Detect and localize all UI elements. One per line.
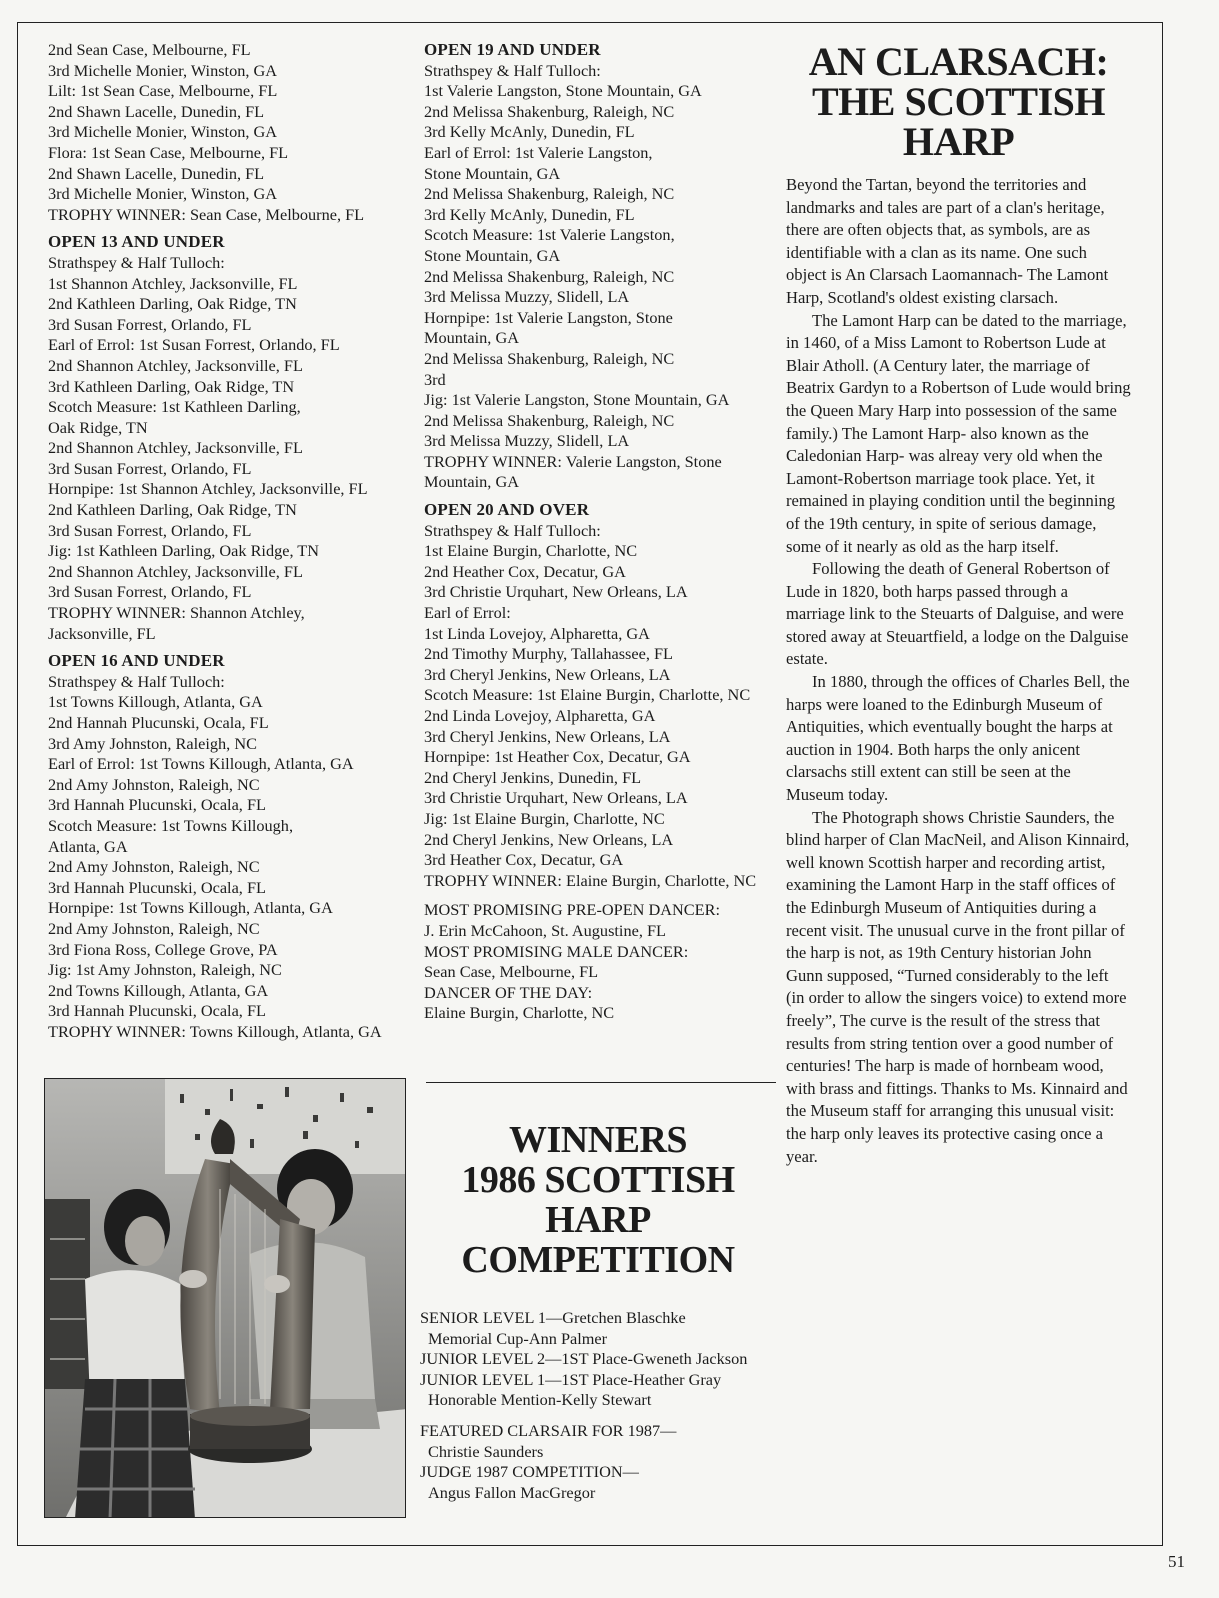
result-line: 2nd Melissa Shakenburg, Raleigh, NC	[424, 266, 675, 286]
result-line: 3rd Heather Cox, Decatur, GA	[424, 850, 624, 870]
result-line: Strathspey & Half Tulloch:	[48, 671, 225, 691]
result-line: 3rd Susan Forrest, Orlando, FL	[48, 582, 252, 602]
result-line: JUNIOR LEVEL 1—1ST Place-Heather Gray	[420, 1369, 722, 1389]
result-line: Honorable Mention-Kelly Stewart	[428, 1390, 652, 1410]
result-line: Mountain, GA	[424, 472, 519, 492]
result-line: Memorial Cup-Ann Palmer	[428, 1328, 608, 1348]
section-divider	[426, 1082, 776, 1083]
result-line: Stone Mountain, GA	[424, 163, 561, 183]
article-paragraph: Beyond the Tartan, beyond the territories and landmarks and tales are part of a clan's heritage, there are often objects that, as symbols, are as identifiable with a clan as its name. One such object is An Clarsach Laomannach- The Lamont Harp, Scotland's oldest existing clarsach.	[786, 175, 1109, 307]
result-line: Jig: 1st Kathleen Darling, Oak Ridge, TN	[48, 541, 320, 561]
article-title-line: THE SCOTTISH	[811, 79, 1105, 124]
harp-winners-title-line: 1986 SCOTTISH	[461, 1159, 735, 1201]
result-line: 3rd Susan Forrest, Orlando, FL	[48, 458, 252, 478]
result-line: 3rd Michelle Monier, Winston, GA	[48, 184, 278, 204]
harp-competition-winners	[420, 1120, 776, 1503]
left-results-column	[48, 40, 408, 1043]
article-paragraph: Following the death of General Robertson of Lude in 1820, both harps passed through a marriage link to the Steuarts of Dalguise, and were stored away at Steuartfield, a lodge on the Dalguise estate.	[786, 559, 1129, 669]
results-list-open-16	[48, 672, 408, 1043]
result-line: Strathspey & Half Tulloch:	[48, 252, 225, 272]
result-line: 2nd Melissa Shakenburg, Raleigh, NC	[424, 348, 675, 368]
result-line: 2nd Hannah Plucunski, Ocala, FL	[48, 713, 269, 732]
result-line: 2nd Towns Killough, Atlanta, GA	[48, 980, 269, 1000]
result-line: J. Erin McCahoon, St. Augustine, FL	[424, 920, 666, 940]
section-heading-open-13: OPEN 13 AND UNDER	[48, 232, 225, 252]
result-line: 3rd Kathleen Darling, Oak Ridge, TN	[48, 376, 295, 396]
result-line: 3rd	[424, 369, 446, 389]
results-list-open-13	[48, 253, 408, 644]
article-title-line: AN CLARSACH:	[808, 39, 1109, 84]
harp-winners-title	[420, 1120, 776, 1280]
result-line: Jacksonville, FL	[48, 623, 156, 643]
result-line: 3rd Christie Urquhart, New Orleans, LA	[424, 788, 688, 808]
result-line: 1st Elaine Burgin, Charlotte, NC	[424, 541, 638, 561]
harp-winners-title-line: COMPETITION	[461, 1239, 735, 1281]
result-line: Stone Mountain, GA	[424, 245, 561, 265]
page-number: 51	[1168, 1552, 1185, 1571]
result-line: 2nd Sean Case, Melbourne, FL	[48, 40, 251, 59]
result-line: Lilt: 1st Sean Case, Melbourne, FL	[48, 81, 278, 101]
result-line: JUNIOR LEVEL 2—1ST Place-Gweneth Jackson	[420, 1349, 748, 1369]
result-line: 2nd Amy Johnston, Raleigh, NC	[48, 918, 260, 938]
result-line: Earl of Errol: 1st Towns Killough, Atlanta, GA	[48, 754, 354, 774]
result-line: 3rd Hannah Plucunski, Ocala, FL	[48, 1001, 266, 1021]
result-line: TROPHY WINNER: Valerie Langston, Stone	[424, 451, 722, 471]
result-line: 3rd Hannah Plucunski, Ocala, FL	[48, 877, 266, 897]
result-line: 1st Towns Killough, Atlanta, GA	[48, 692, 263, 712]
result-line: 3rd Susan Forrest, Orlando, FL	[48, 314, 252, 334]
article-paragraph: In 1880, through the offices of Charles Bell, the harps were loaned to the Edinburgh Museum of Antiquities, which eventually bought the harps at auction in 1904. Both harps the only anicent clarsachs still extent can still be seen at the Museum today.	[786, 672, 1130, 805]
section-heading-open-20: OPEN 20 AND OVER	[424, 500, 590, 520]
article-title-line: HARP	[902, 119, 1015, 164]
result-line: Jig: 1st Elaine Burgin, Charlotte, NC	[424, 808, 665, 828]
results-list-open-20	[424, 521, 769, 892]
result-line: Strathspey & Half Tulloch:	[424, 60, 601, 80]
result-line: Earl of Errol: 1st Susan Forrest, Orlando, FL	[48, 335, 340, 355]
result-line: 2nd Timothy Murphy, Tallahassee, FL	[424, 644, 673, 664]
result-line: 3rd Amy Johnston, Raleigh, NC	[48, 733, 257, 753]
result-line: Scotch Measure: 1st Valerie Langston,	[424, 225, 675, 245]
section-heading-open-16: OPEN 16 AND UNDER	[48, 651, 225, 671]
result-line: 2nd Melissa Shakenburg, Raleigh, NC	[424, 410, 675, 430]
result-line: 3rd Cheryl Jenkins, New Orleans, LA	[424, 664, 671, 684]
result-line: Strathspey & Half Tulloch:	[424, 520, 601, 540]
result-line: 2nd Amy Johnston, Raleigh, NC	[48, 857, 260, 877]
result-line: 2nd Shannon Atchley, Jacksonville, FL	[48, 438, 303, 458]
harp-winners-title-line: HARP	[545, 1199, 651, 1241]
result-line: 3rd Melissa Muzzy, Slidell, LA	[424, 287, 630, 307]
result-line: Flora: 1st Sean Case, Melbourne, FL	[48, 142, 289, 162]
result-line: 2nd Shannon Atchley, Jacksonville, FL	[48, 355, 303, 375]
result-line: Elaine Burgin, Charlotte, NC	[424, 1003, 615, 1023]
harp-winners-title-line: WINNERS	[508, 1119, 688, 1161]
result-line: Hornpipe: 1st Towns Killough, Atlanta, GA	[48, 898, 333, 918]
article-column	[786, 40, 1131, 1168]
result-line: Earl of Errol: 1st Valerie Langston,	[424, 142, 653, 162]
result-line: 3rd Kelly McAnly, Dunedin, FL	[424, 122, 635, 142]
result-line: Oak Ridge, TN	[48, 417, 148, 437]
result-line: Sean Case, Melbourne, FL	[424, 962, 599, 982]
harp-photo-illustration	[45, 1079, 406, 1518]
result-line: 3rd Michelle Monier, Winston, GA	[48, 60, 278, 80]
section-heading-open-19: OPEN 19 AND UNDER	[424, 40, 601, 59]
result-line: 2nd Heather Cox, Decatur, GA	[424, 561, 626, 581]
results-list-open-19	[424, 61, 769, 493]
result-line: SENIOR LEVEL 1—Gretchen Blaschke	[420, 1308, 686, 1327]
result-line: TROPHY WINNER: Elaine Burgin, Charlotte, NC	[424, 870, 757, 890]
result-line: 3rd Michelle Monier, Winston, GA	[48, 122, 278, 142]
result-line: Hornpipe: 1st Shannon Atchley, Jacksonville, FL	[48, 479, 368, 499]
result-line: 2nd Melissa Shakenburg, Raleigh, NC	[424, 101, 675, 121]
result-line: 1st Valerie Langston, Stone Mountain, GA	[424, 81, 702, 101]
result-line: Jig: 1st Amy Johnston, Raleigh, NC	[48, 960, 282, 980]
result-line: DANCER OF THE DAY:	[424, 982, 593, 1002]
result-line: Mountain, GA	[424, 328, 519, 348]
result-line: 1st Shannon Atchley, Jacksonville, FL	[48, 273, 298, 293]
article-paragraph: The Photograph shows Christie Saunders, the blind harper of Clan MacNeil, and Alison Kinnaird, well known Scottish harper and recording artist, examining the Lamont Harp in the staff offices of the Edinburgh Museum of Antiquities during a recent visit. The unusual curve in the front pillar of the harp is not, as 19th Century historian John Gunn supposed, “Turned considerably to the left (in order to allow the singers voice) to extend more freely”, The curve is the result of the stress that results from string tention over a good number of centuries! The harp is made of hornbeam wood, with brass and fittings. Thanks to Ms. Kinnaird and the Museum staff for arranging this unusual visit: the harp only leaves its protective casing once a year.	[786, 807, 1130, 1166]
result-line: MOST PROMISING MALE DANCER:	[424, 941, 689, 961]
result-line: JUDGE 1987 COMPETITION—	[420, 1462, 639, 1482]
result-line: 2nd Melissa Shakenburg, Raleigh, NC	[424, 184, 675, 204]
result-line: FEATURED CLARSAIR FOR 1987—	[420, 1420, 677, 1440]
result-line: Scotch Measure: 1st Kathleen Darling,	[48, 397, 301, 417]
result-line: TROPHY WINNER: Sean Case, Melbourne, FL	[48, 204, 365, 224]
result-line: MOST PROMISING PRE-OPEN DANCER:	[424, 900, 720, 920]
result-line: 2nd Kathleen Darling, Oak Ridge, TN	[48, 500, 297, 520]
result-line: 3rd Hannah Plucunski, Ocala, FL	[48, 795, 266, 815]
result-line: 3rd Melissa Muzzy, Slidell, LA	[424, 431, 630, 451]
result-line: 2nd Shawn Lacelle, Dunedin, FL	[48, 163, 265, 183]
result-line: Jig: 1st Valerie Langston, Stone Mountain, GA	[424, 390, 730, 410]
result-line: Atlanta, GA	[48, 836, 128, 856]
special-awards-list	[424, 900, 769, 1024]
result-line: 2nd Shannon Atchley, Jacksonville, FL	[48, 561, 303, 581]
harp-winners-list	[420, 1308, 776, 1503]
result-line: 2nd Kathleen Darling, Oak Ridge, TN	[48, 294, 297, 314]
result-line: 2nd Linda Lovejoy, Alpharetta, GA	[424, 706, 656, 725]
result-line: 3rd Kelly McAnly, Dunedin, FL	[424, 204, 635, 224]
result-line: 2nd Cheryl Jenkins, New Orleans, LA	[424, 829, 674, 849]
result-line: Christie Saunders	[428, 1441, 544, 1461]
result-line: 3rd Fiona Ross, College Grove, PA	[48, 939, 278, 959]
result-line: Scotch Measure: 1st Elaine Burgin, Charlotte, NC	[424, 685, 751, 705]
result-line: 3rd Susan Forrest, Orlando, FL	[48, 520, 252, 540]
result-line: 1st Linda Lovejoy, Alpharetta, GA	[424, 623, 650, 643]
result-line: Hornpipe: 1st Heather Cox, Decatur, GA	[424, 747, 691, 767]
result-line: 3rd Cheryl Jenkins, New Orleans, LA	[424, 726, 671, 746]
result-line: Earl of Errol:	[424, 603, 511, 623]
result-line: TROPHY WINNER: Shannon Atchley,	[48, 603, 305, 623]
result-line: Angus Fallon MacGregor	[428, 1482, 596, 1502]
result-line: 2nd Amy Johnston, Raleigh, NC	[48, 774, 260, 794]
result-line: TROPHY WINNER: Towns Killough, Atlanta, GA	[48, 1021, 382, 1041]
article-paragraph: The Lamont Harp can be dated to the marriage, in 1460, of a Miss Lamont to Robertson Lude at Blair Atholl. (A Century later, the marriage of Beatrix Gardyn to a Robertson of Lude would bring the Queen Mary Harp into possession of the same family.) The Lamont Harp- also known as the Caledonian Harp- was alreay very old when the Lamont-Robertson marriage took place. Yet, it remained in playing condition until the beginning of the 19th century, in spite of serious damage, some of it nearly as old as the harp itself.	[786, 310, 1131, 556]
result-line: Hornpipe: 1st Valerie Langston, Stone	[424, 307, 673, 327]
result-line: 2nd Cheryl Jenkins, Dunedin, FL	[424, 767, 642, 787]
middle-results-column	[424, 40, 769, 1024]
result-line: 3rd Christie Urquhart, New Orleans, LA	[424, 582, 688, 602]
result-line: 2nd Shawn Lacelle, Dunedin, FL	[48, 101, 265, 121]
result-line: Scotch Measure: 1st Towns Killough,	[48, 815, 294, 835]
harp-photograph	[44, 1078, 406, 1518]
results-list-top	[48, 40, 408, 225]
article-title	[786, 39, 1131, 164]
